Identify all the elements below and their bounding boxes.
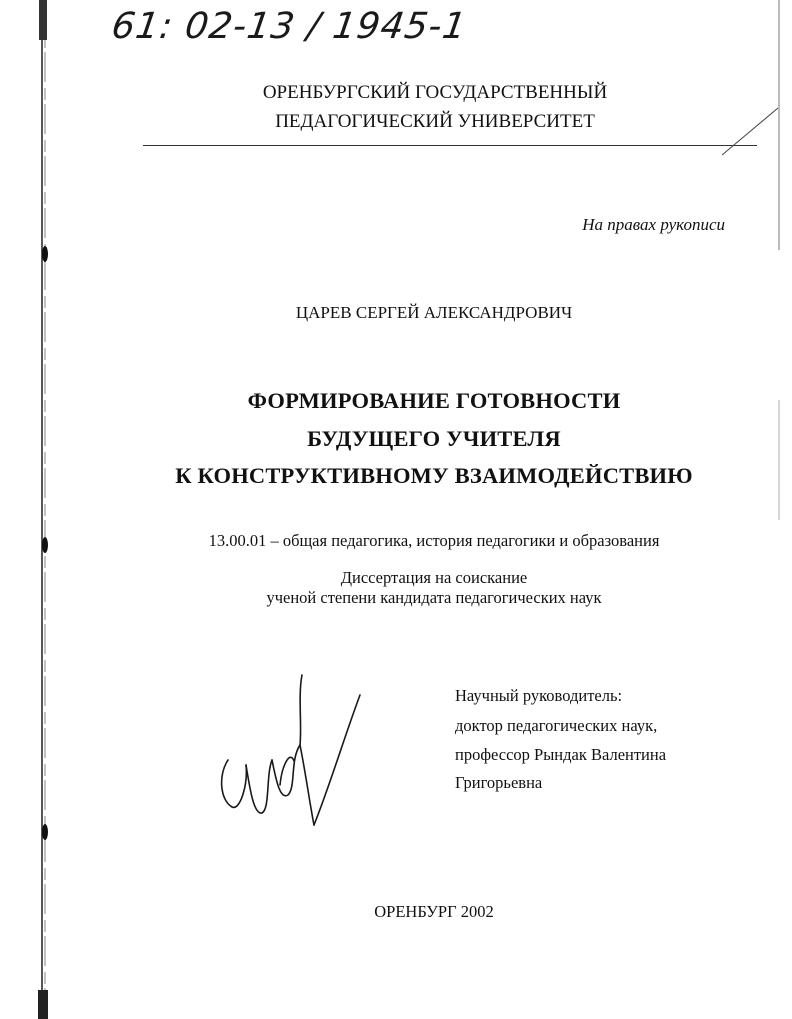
rights-note: На правах рукописи [582, 215, 725, 234]
supervisor-name: профессор Рындак Валентина [455, 745, 667, 764]
degree-statement-line1: Диссертация на соискание [340, 568, 528, 587]
dissertation-title-line1: ФОРМИРОВАНИЕ ГОТОВНОСТИ [247, 388, 621, 413]
handwritten-catalog-number: 61: 02-13 / 1945-1 [109, 6, 470, 47]
degree-statement-line2: ученой степени кандидата педагогических наук [266, 588, 602, 607]
handwritten-signature [210, 665, 370, 835]
university-name-line2: ПЕДАГОГИЧЕСКИЙ УНИВЕРСИТЕТ [275, 111, 595, 132]
author-name: ЦАРЕВ СЕРГЕЙ АЛЕКСАНДРОВИЧ [295, 303, 573, 322]
supervisor-label: Научный руководитель: [455, 686, 623, 705]
city-year: ОРЕНБУРГ 2002 [374, 902, 494, 921]
supervisor-degree: доктор педагогических наук, [455, 716, 658, 735]
supervisor-patronymic: Григорьевна [455, 773, 543, 792]
dissertation-title-line3: К КОНСТРУКТИВНОМУ ВЗАИМОДЕЙСТВИЮ [175, 463, 693, 488]
scan-binding-edge [38, 0, 48, 1019]
pen-stroke-mark [720, 100, 780, 160]
specialty-code: 13.00.01 – общая педагогика, история педагогики и образования [208, 531, 660, 550]
university-name-line1: ОРЕНБУРГСКИЙ ГОСУДАРСТВЕННЫЙ [262, 82, 608, 103]
dissertation-title-line2: БУДУЩЕГО УЧИТЕЛЯ [307, 426, 561, 451]
header-divider [143, 145, 757, 146]
